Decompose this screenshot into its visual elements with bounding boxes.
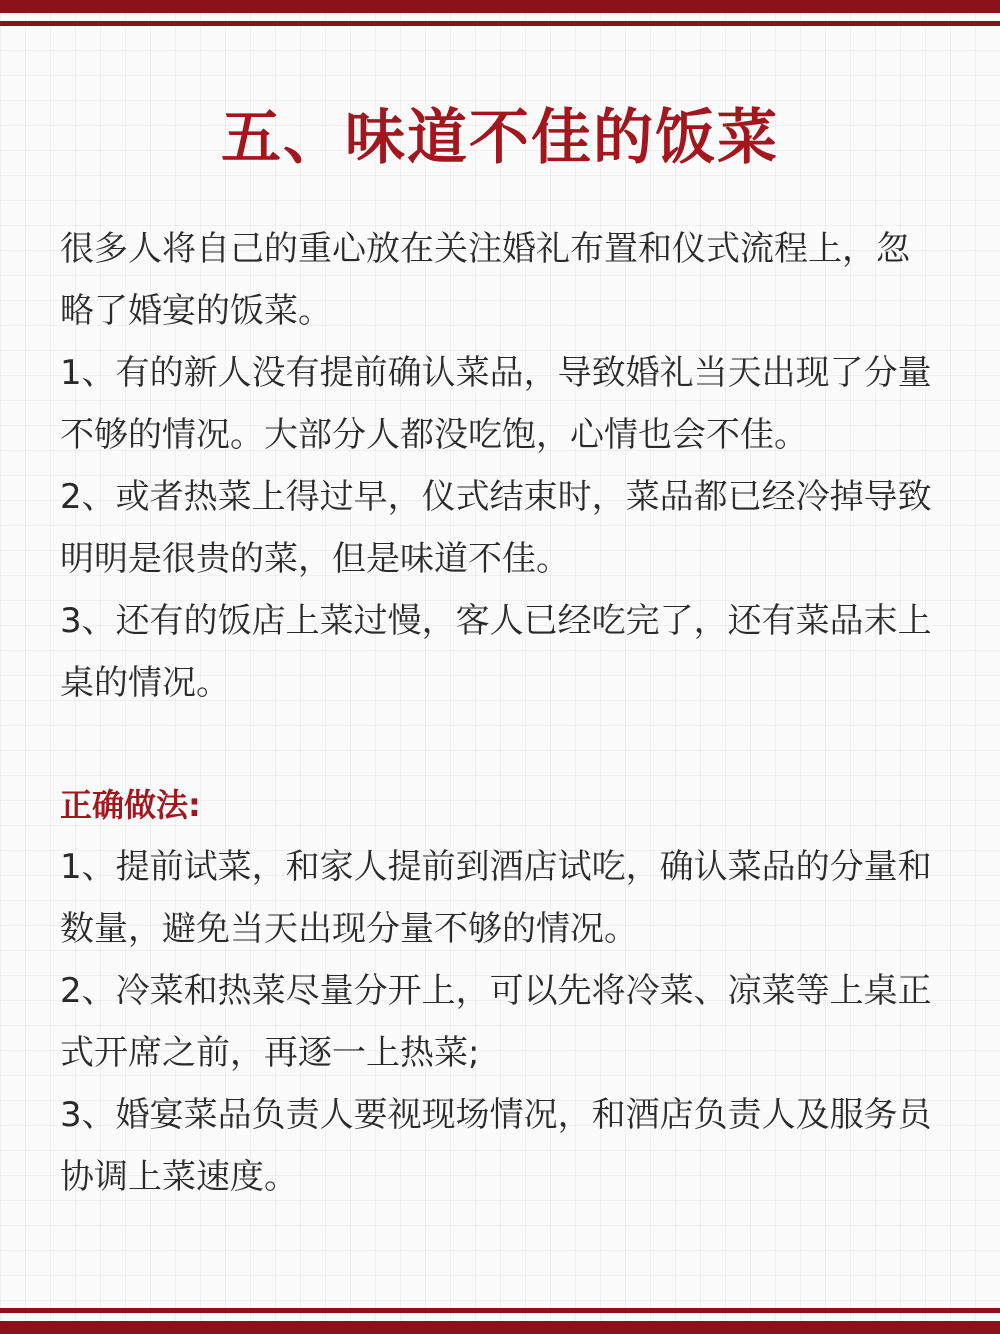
article-body xyxy=(60,218,940,1208)
solution-item-2: 2、冷菜和热菜尽量分开上，可以先将冷菜、凉菜等上桌正式开席之前，再逐一上热菜; xyxy=(60,971,932,1073)
solution-heading: 正确做法: xyxy=(60,786,201,824)
bottom-border-thin xyxy=(0,1308,1000,1313)
top-border-thick xyxy=(0,0,1000,13)
problem-item-1: 1、有的新人没有提前确认菜品，导致婚礼当天出现了分量不够的情况。大部分人都没吃饱，心情也会不佳。 xyxy=(60,353,932,455)
problem-item-3: 3、还有的饭店上菜过慢，客人已经吃完了，还有菜品末上桌的情况。 xyxy=(60,601,932,703)
solution-item-1: 1、提前试菜，和家人提前到酒店试吃，确认菜品的分量和数量，避免当天出现分量不够的情况。 xyxy=(60,847,932,949)
bottom-border-thick xyxy=(0,1321,1000,1334)
page-title: 五、味道不佳的饭菜 xyxy=(221,103,779,173)
problem-item-2: 2、或者热菜上得过早，仪式结束时，菜品都已经冷掉导致明明是很贵的菜，但是味道不佳。 xyxy=(60,477,932,579)
top-border-thin xyxy=(0,21,1000,26)
intro-paragraph: 很多人将自己的重心放在关注婚礼布置和仪式流程上，忽略了婚宴的饭菜。 xyxy=(60,229,910,331)
solution-item-3: 3、婚宴菜品负责人要视现场情况，和酒店负责人及服务员协调上菜速度。 xyxy=(60,1095,932,1197)
